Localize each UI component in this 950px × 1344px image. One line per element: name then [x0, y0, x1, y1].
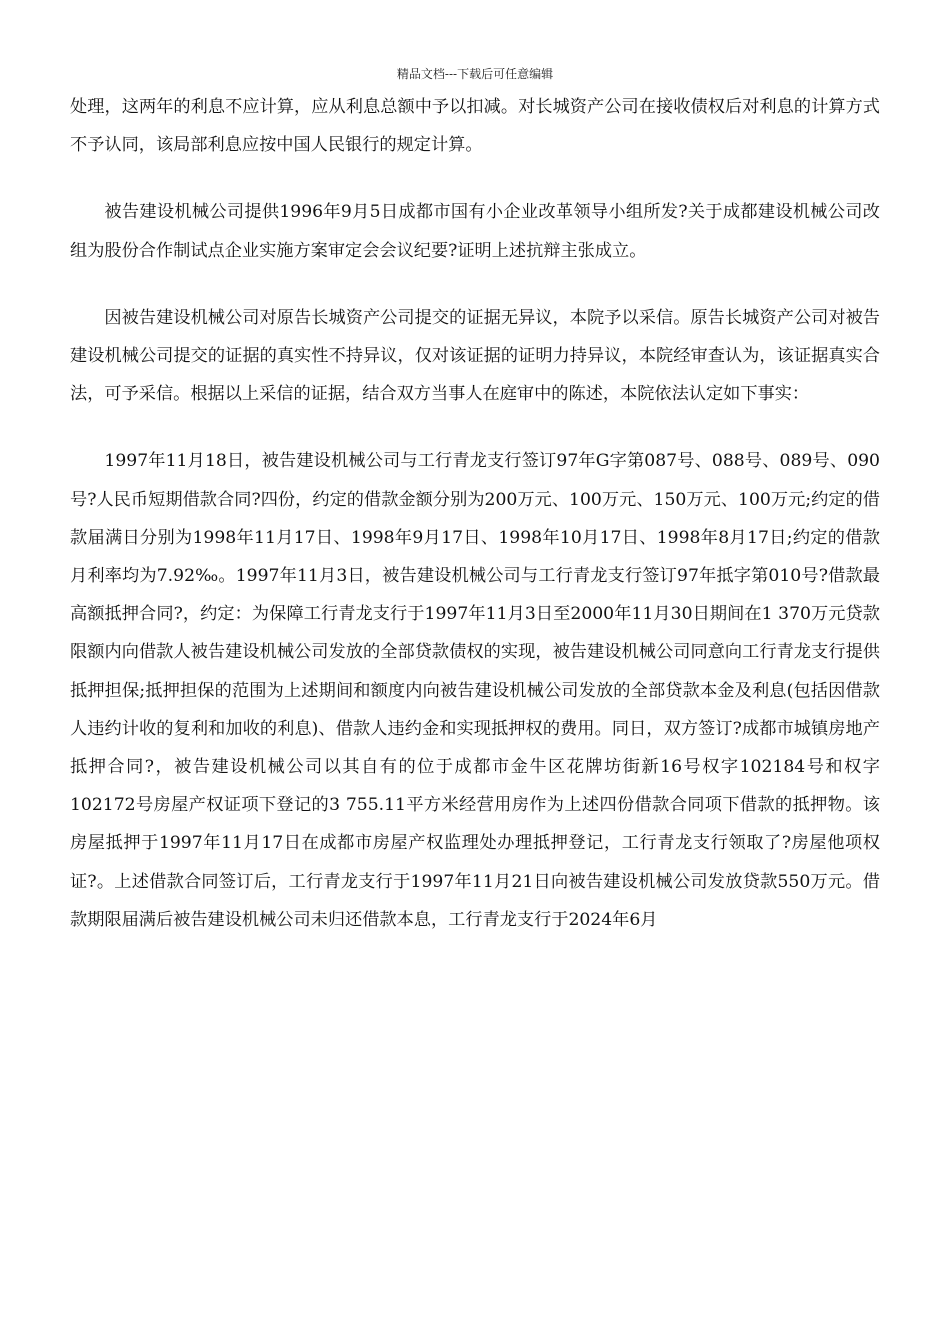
paragraph-continuation: 处理，这两年的利息不应计算，应从利息总额中予以扣减。对长城资产公司在接收债权后对利息的计算方式不予认同，该局部利息应按中国人民银行的规定计算。: [70, 97, 880, 156]
page-header-note: 精品文档---下载后可任意编辑: [396, 67, 554, 81]
paragraph-gap: [70, 270, 880, 299]
paragraph-court-finding: 因被告建设机械公司对原告长城资产公司提交的证据无异议，本院予以采信。原告长城资产公司对被告建设机械公司提交的证据的真实性不持异议，仅对该证据的证明力持异议，本院经审查认为，该证据真实合法，可予采信。根据以上采信的证据，结合双方当事人在庭审中的陈述，本院依法认定如下事实：: [70, 307, 880, 405]
paragraph-gap: [70, 164, 880, 193]
document-body: [70, 88, 880, 939]
paragraph-defendant-evidence: 被告建设机械公司提供1996年9月5日成都市国有小企业改革领导小组所发?关于成都建设机械公司改组为股份合作制试点企业实施方案审定会会议纪要?证明上述抗辩主张成立。: [70, 202, 880, 261]
paragraph-gap: [70, 413, 880, 442]
paragraph-loan-facts: 1997年11月18日，被告建设机械公司与工行青龙支行签订97年G字第087号、088号、089号、090号?人民币短期借款合同?四份，约定的借款金额分别为200万元、100万元、150万元、100万元;约定的借款届满日分别为1998年11月17日、1998年9月17日、1998年10月17日、1998年8月17日;约定的借款月利率均为7.92‰。1997年11月3日，被告建设机械公司与工行青龙支行签订97年抵字第010号?借款最高额抵押合同?，约定：为保障工行青龙支行于1997年11月3日至2000年11月30日期间在1 370万元贷款限额内向借款人被告建设机械公司发放的全部贷款债权的实现，被告建设机械公司同意向工行青龙支行提供抵押担保;抵押担保的范围为上述期间和额度内向被告建设机械公司发放的全部贷款本金及利息(包括因借款人违约计收的复利和加收的利息)、借款人违约金和实现抵押权的费用。同日，双方签订?成都市城镇房地产抵押合同?，被告建设机械公司以其自有的位于成都市金牛区花牌坊街新16号权字102184号和权字102172号房屋产权证项下登记的3 755.11平方米经营用房作为上述四份借款合同项下借款的抵押物。该房屋抵押于1997年11月17日在成都市房屋产权监理处办理抵押登记，工行青龙支行领取了?房屋他项权证?。上述借款合同签订后，工行青龙支行于1997年11月21日向被告建设机械公司发放贷款550万元。借款期限届满后被告建设机械公司未归还借款本息，工行青龙支行于2024年6月: [70, 451, 880, 930]
